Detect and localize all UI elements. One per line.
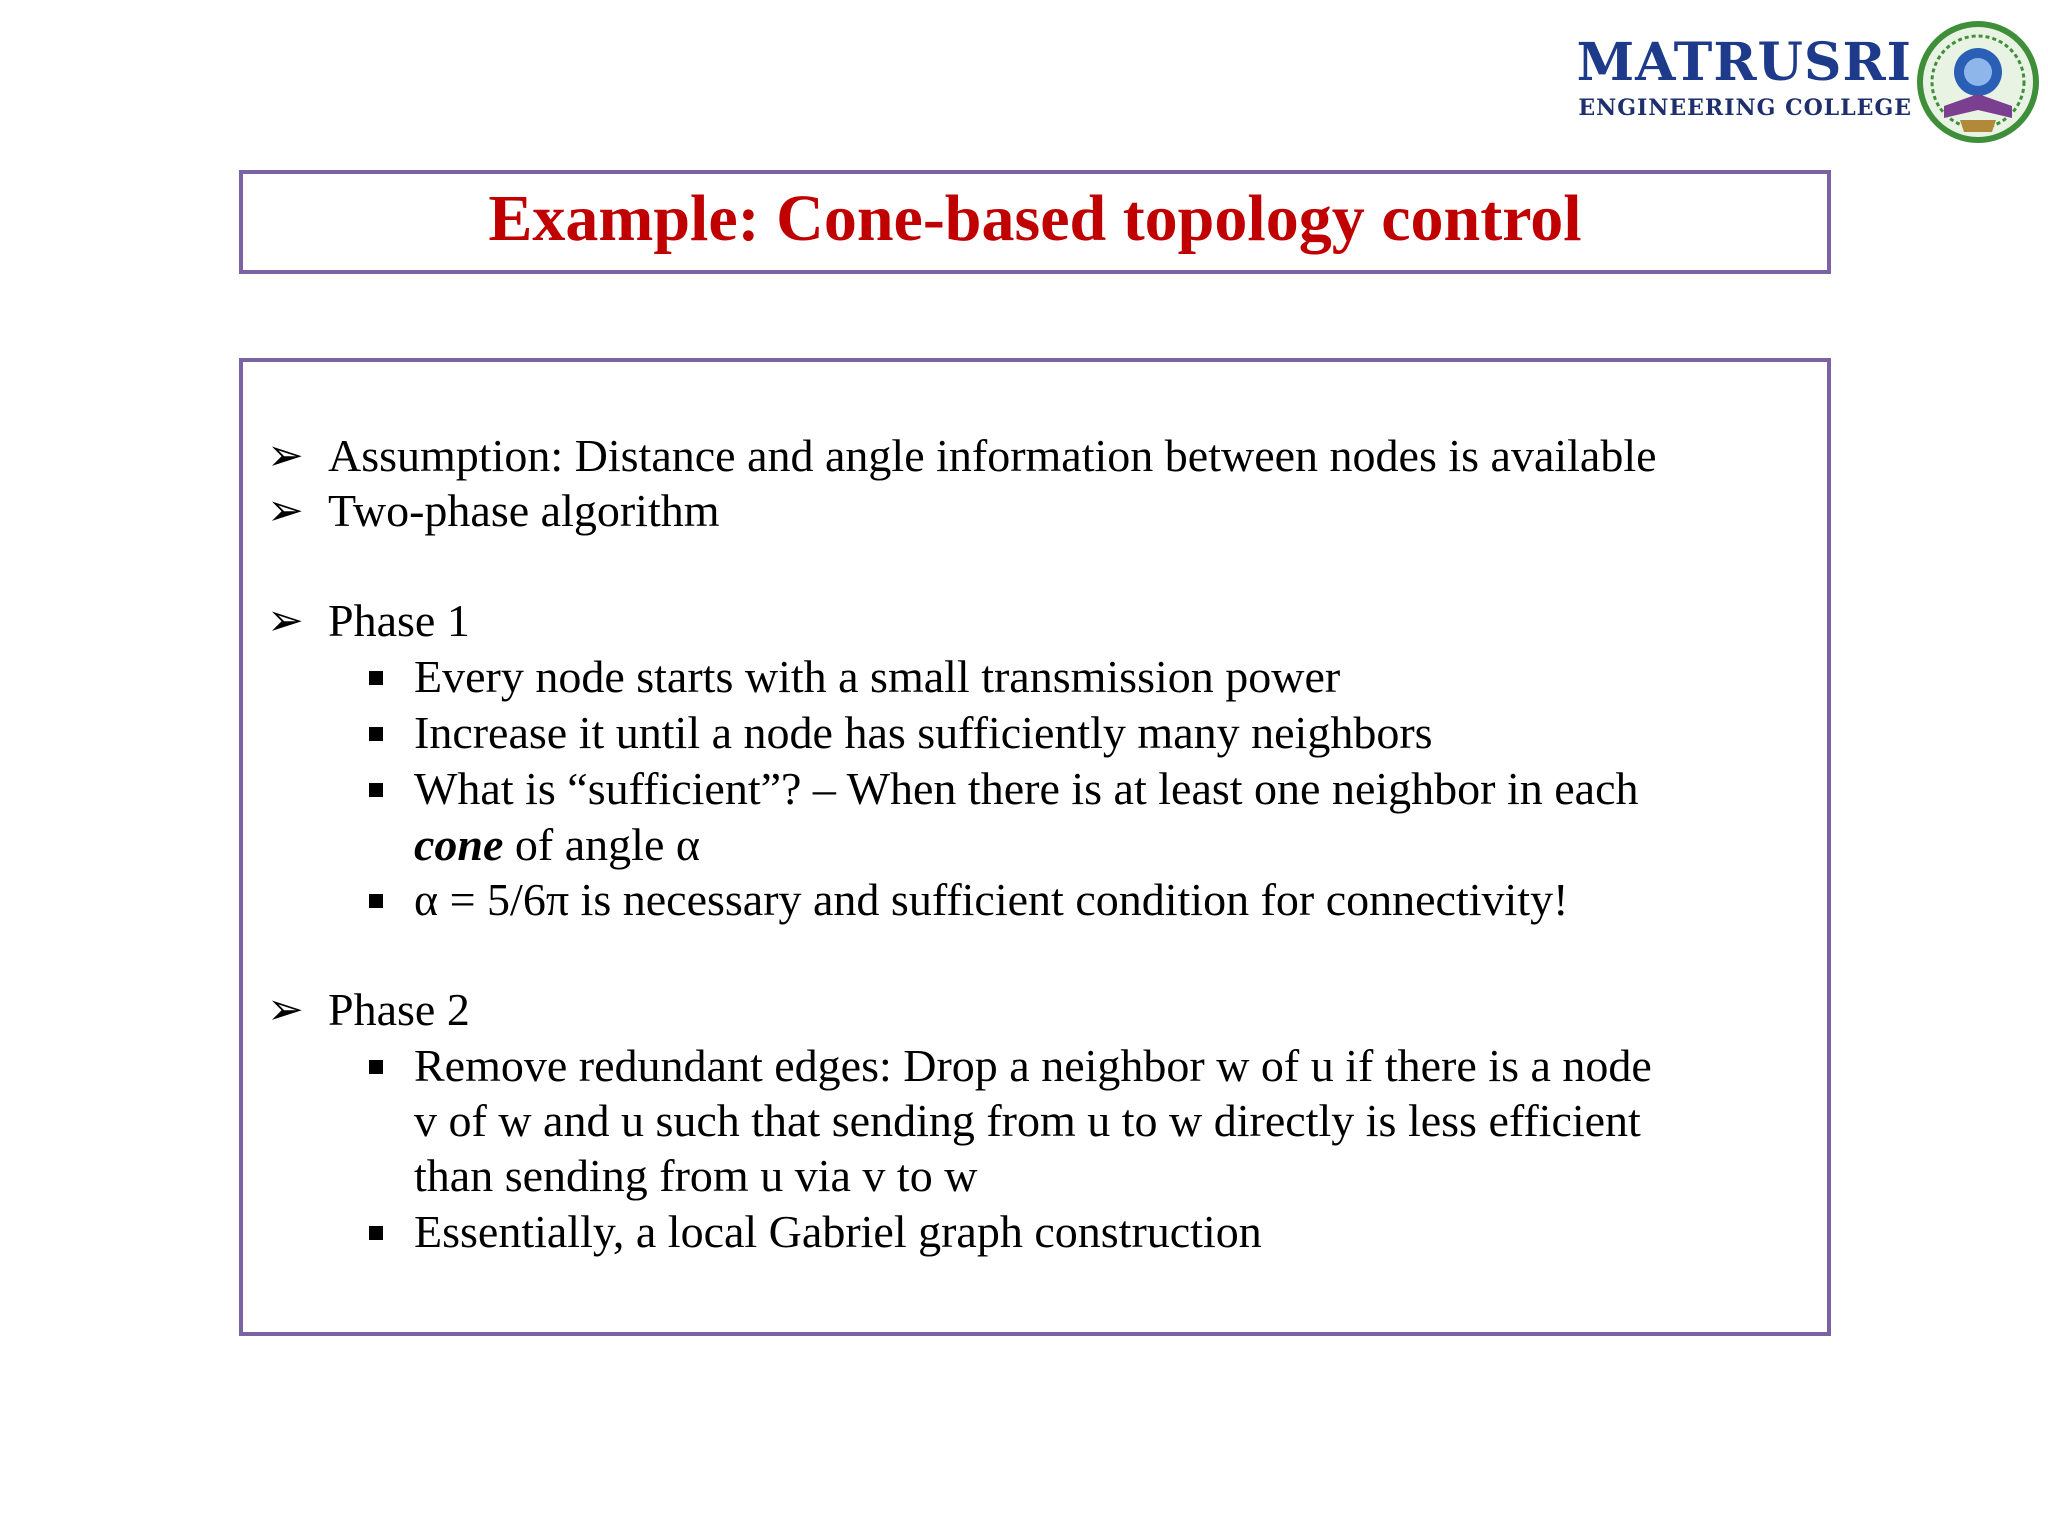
square-bullet-icon bbox=[369, 671, 383, 685]
bullet-two-phase: Two-phase algorithm bbox=[328, 485, 720, 536]
square-bullet-icon bbox=[369, 894, 383, 908]
arrow-bullet-icon: ➢ bbox=[267, 485, 304, 536]
arrow-bullet-icon: ➢ bbox=[267, 984, 304, 1035]
bullet-assumption: Assumption: Distance and angle information between nodes is available bbox=[328, 430, 1657, 481]
logo-subtitle: ENGINEERING COLLEGE bbox=[1578, 95, 1912, 121]
phase2-item-a-line2: v of w and u such that sending from u to w directly is less efficient bbox=[414, 1095, 1641, 1146]
bullet-phase-1: Phase 1 bbox=[328, 595, 470, 646]
title-box bbox=[239, 170, 1831, 274]
logo-name: MATRUSRI bbox=[1576, 32, 1912, 93]
phase2-item-b: Essentially, a local Gabriel graph construction bbox=[414, 1206, 1262, 1257]
arrow-bullet-icon: ➢ bbox=[267, 595, 304, 646]
square-bullet-icon bbox=[369, 783, 383, 797]
bullet-phase-2: Phase 2 bbox=[328, 984, 470, 1035]
slide-title: Example: Cone-based topology control bbox=[488, 182, 1582, 255]
phase1-item-b: Increase it until a node has sufficiently many neighbors bbox=[414, 707, 1433, 758]
phase1-item-d: α = 5/6π is necessary and sufficient condition for connectivity! bbox=[414, 874, 1569, 925]
logo-text bbox=[1577, 32, 1912, 122]
cone-emphasis: cone bbox=[414, 819, 504, 870]
phase1-item-c-continued bbox=[414, 817, 700, 873]
content-box bbox=[239, 358, 1831, 1336]
phase2-item-a-line3: than sending from u via v to w bbox=[414, 1150, 978, 1201]
phase1-item-c: What is “sufficient”? – When there is at least one neighbor in each bbox=[414, 763, 1639, 814]
college-logo bbox=[1576, 20, 2040, 150]
bullet-list bbox=[243, 362, 1827, 1332]
square-bullet-icon bbox=[369, 1226, 383, 1240]
cone-rest: of angle α bbox=[503, 819, 700, 870]
square-bullet-icon bbox=[369, 727, 383, 741]
phase2-item-a-line1: Remove redundant edges: Drop a neighbor w of u if there is a node bbox=[414, 1040, 1652, 1091]
square-bullet-icon bbox=[369, 1060, 383, 1074]
arrow-bullet-icon: ➢ bbox=[267, 430, 304, 481]
college-seal-icon bbox=[1916, 20, 2040, 144]
phase1-item-a: Every node starts with a small transmission power bbox=[414, 651, 1341, 702]
